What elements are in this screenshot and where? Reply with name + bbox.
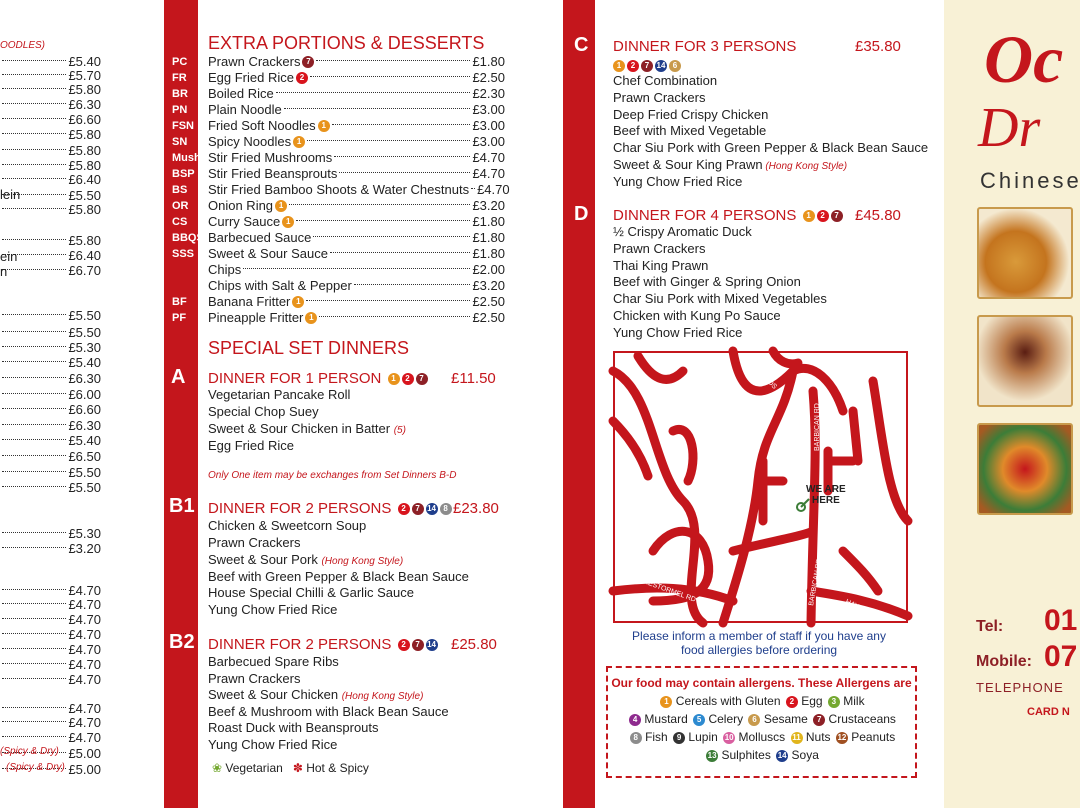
left-menu-row: [0, 387, 101, 403]
price: £4.70: [68, 672, 101, 687]
left-menu-row: [0, 480, 101, 496]
set-menu-item: Thai King Prawn: [613, 257, 709, 273]
dietary-legend: ❀ Vegetarian ✽ Hot & Spicy: [212, 761, 369, 775]
item-code: CS: [172, 216, 188, 228]
price: £5.40: [68, 355, 101, 370]
price: £5.50: [68, 325, 101, 340]
price: £6.40: [68, 172, 101, 187]
leader-dots: [332, 124, 471, 125]
item-name: Pineapple Fritter: [208, 310, 304, 325]
item-price: £3.20: [472, 278, 505, 293]
leader-dots: [306, 300, 470, 301]
set-a-price: £11.50: [451, 370, 496, 387]
price: £5.80: [68, 143, 101, 158]
leader-dots: [2, 648, 66, 649]
left-menu-row: [0, 418, 101, 434]
leader-dots: [2, 532, 66, 533]
left-menu-row: [0, 202, 101, 218]
allergen-badge: 7: [302, 56, 314, 68]
price: £5.00: [68, 762, 101, 777]
extra-item-row: [208, 118, 505, 134]
left-menu-row: [0, 308, 101, 324]
extra-item-row: [208, 230, 505, 246]
set-c-letter: C: [574, 34, 589, 56]
item-code: BSP: [172, 168, 195, 180]
item-code: FSN: [172, 120, 194, 132]
set-b1-price: £23.80: [453, 500, 499, 517]
vegetarian-icon: ❀: [212, 761, 223, 775]
price: £5.80: [68, 202, 101, 217]
item-name: Stir Fried Mushrooms: [208, 150, 333, 165]
set-menu-item: Sweet & Sour King Prawn (Hong Kong Style): [613, 157, 848, 172]
item-price: £4.70: [472, 166, 505, 181]
left-menu-row: [0, 233, 101, 249]
price: £4.70: [68, 715, 101, 730]
leader-dots: [2, 118, 66, 119]
leader-dots: [2, 736, 66, 737]
left-menu-row: [0, 730, 101, 746]
set-menu-item: ½ Crispy Aromatic Duck: [613, 224, 752, 239]
leader-dots: [284, 108, 471, 109]
brand-name-line2: Dr: [978, 97, 1041, 159]
leader-dots: [2, 164, 66, 165]
card-text: CARD N: [1027, 706, 1070, 718]
set-b2-item: Sweet & Sour Chicken (Hong Kong Style): [208, 687, 424, 702]
item-price: £2.50: [472, 310, 505, 325]
allergen-row: 8 Fish 9 Lupin 10 Molluscs 11 Nuts 12 Peanuts: [608, 730, 915, 744]
set-a-item: Vegetarian Pancake Roll: [208, 387, 351, 402]
set-menu-item: Yung Chow Fried Rice: [613, 173, 743, 189]
item-price: £4.70: [477, 182, 510, 197]
allergen-badge: 1: [292, 296, 304, 308]
leader-dots: [2, 239, 66, 240]
set-menu-item: Chef Combination: [613, 73, 718, 88]
set-c-price: £35.80: [855, 38, 901, 55]
leader-dots: [2, 74, 66, 75]
allergen-badge: 2: [296, 72, 308, 84]
set-b1-title: DINNER FOR 2 PERSONS 2 7 14 8: [208, 500, 452, 517]
leader-dots: [2, 393, 66, 394]
price: £5.80: [68, 82, 101, 97]
leader-dots: [2, 103, 66, 104]
allergen-badge: 1: [293, 136, 305, 148]
leader-dots: [2, 361, 66, 362]
set-b1-item: Beef with Green Pepper & Black Bean Sauce: [208, 569, 469, 584]
price: £5.80: [68, 158, 101, 173]
item-name: Sweet & Sour Sauce: [208, 246, 328, 261]
leader-dots: [2, 721, 66, 722]
brand-name-line1: Oc: [984, 21, 1064, 97]
leader-dots: [2, 60, 66, 61]
price: £4.70: [68, 612, 101, 627]
allergen-title: Our food may contain allergens. These Allergens are: [611, 676, 912, 690]
item-code: BF: [172, 296, 187, 308]
map-road-label: HAY LN: [844, 598, 870, 616]
leader-dots: [2, 455, 66, 456]
set-b2-item: Barbecued Spare Ribs: [208, 654, 339, 669]
leader-dots: [2, 678, 66, 679]
set-b1-item: House Special Chilli & Garlic Sauce: [208, 585, 414, 600]
leader-dots: [2, 377, 66, 378]
set-menu-item: Beef with Mixed Vegetable: [613, 123, 767, 139]
item-price: £1.80: [472, 54, 505, 69]
set-c-title: DINNER FOR 3 PERSONS: [613, 38, 797, 55]
left-menu-row: [0, 325, 101, 341]
left-menu-row: [0, 715, 101, 731]
left-menu-row: [0, 449, 101, 465]
price: £5.70: [68, 68, 101, 83]
price: £5.50: [68, 188, 101, 203]
leader-dots: [2, 178, 66, 179]
price: £6.70: [68, 263, 101, 278]
item-price: £1.80: [472, 230, 505, 245]
allergen-badge: 1: [275, 200, 287, 212]
left-fragment-spicy2: (Spicy & Dry): [6, 762, 65, 773]
left-fragment-lein: lein: [0, 187, 21, 202]
map-svg: [613, 351, 908, 623]
leader-dots: [2, 408, 66, 409]
set-b2-title: DINNER FOR 2 PERSONS 2 7 14: [208, 636, 436, 653]
set-b2-item: Roast Duck with Beansprouts: [208, 720, 379, 735]
price: £5.30: [68, 526, 101, 541]
item-code: FR: [172, 72, 187, 84]
left-fragment-n: n: [0, 264, 8, 279]
left-menu-row: [0, 657, 101, 673]
item-price: £1.80: [472, 214, 505, 229]
left-menu-row: [0, 433, 101, 449]
price: £4.70: [68, 730, 101, 745]
tel-label: Tel:: [976, 618, 1004, 635]
leader-dots: [2, 603, 66, 604]
item-code: Mush: [172, 152, 201, 164]
item-name: Banana Fritter: [208, 294, 291, 309]
set-menu-item: Chicken with Kung Po Sauce: [613, 308, 781, 323]
map-road-label: RESTORMEL RD: [642, 578, 697, 604]
price: £5.80: [68, 127, 101, 142]
set-menu-item: Prawn Crackers: [613, 89, 706, 105]
price: £6.30: [68, 371, 101, 386]
extra-item-row: [208, 246, 505, 262]
here-label: HERE: [812, 495, 840, 506]
map-road-label: FAIRFIELDS: [744, 357, 778, 391]
leader-dots: [354, 284, 471, 285]
item-price: £2.30: [472, 86, 505, 101]
location-map[interactable]: [613, 351, 908, 623]
extra-item-row: [208, 70, 505, 86]
extra-item-row: [208, 278, 505, 294]
left-fragment-ein: ein: [0, 249, 18, 264]
left-menu-row: [0, 597, 101, 613]
left-menu-row: [0, 612, 101, 628]
extra-item-row: [208, 198, 505, 214]
price: £5.40: [68, 433, 101, 448]
mobile-label: Mobile:: [976, 653, 1032, 670]
extra-item-row: [208, 310, 505, 326]
left-menu-row: [0, 526, 101, 542]
set-c-allergens: 1 2 7 14 6: [611, 57, 681, 75]
item-price: £4.70: [472, 150, 505, 165]
leader-dots: [2, 589, 66, 590]
item-name: Fried Soft Noodles: [208, 118, 316, 133]
leader-dots: [2, 314, 66, 315]
left-menu-row: [0, 112, 101, 128]
leader-dots: [2, 133, 66, 134]
left-menu-row: [0, 340, 101, 356]
set-b1-item: Chicken & Sweetcorn Soup: [208, 518, 367, 533]
leader-dots: [339, 172, 470, 173]
leader-dots: [2, 618, 66, 619]
allergen-badge: 1: [305, 312, 317, 324]
item-name: Stir Fried Bamboo Shoots & Water Chestnuts: [208, 182, 470, 197]
item-price: £2.50: [472, 70, 505, 85]
left-menu-row: [0, 672, 101, 688]
left-menu-row: [0, 627, 101, 643]
extra-item-row: [208, 54, 505, 70]
item-price: £1.80: [472, 246, 505, 261]
set-b1-item: Prawn Crackers: [208, 535, 301, 550]
map-road-label: BARBICAN RD: [814, 403, 821, 451]
leader-dots: [334, 156, 470, 157]
price: £6.60: [68, 112, 101, 127]
left-menu-row: [0, 172, 101, 188]
item-price: £3.20: [472, 198, 505, 213]
set-b1-item: Yung Chow Fried Rice: [208, 602, 338, 617]
item-price: £2.50: [472, 294, 505, 309]
leader-dots: [276, 92, 471, 93]
price: £5.50: [68, 308, 101, 323]
price: £6.30: [68, 97, 101, 112]
left-fragment-spicy1: (Spicy & Dry): [0, 746, 59, 757]
set-b2-item: Yung Chow Fried Rice: [208, 737, 338, 752]
price: £6.00: [68, 387, 101, 402]
item-name: Boiled Rice: [208, 86, 274, 101]
price: £6.40: [68, 248, 101, 263]
allergen-box: [606, 666, 917, 778]
allergen-row: 4 Mustard 5 Celery 6 Sesame 7 Crustaceans: [608, 712, 915, 726]
set-b2-item: Prawn Crackers: [208, 671, 301, 686]
item-code: BS: [172, 184, 188, 196]
set-menu-item: Prawn Crackers: [613, 240, 706, 256]
left-menu-row: [0, 465, 101, 481]
leader-dots: [243, 268, 470, 269]
price: £5.50: [68, 465, 101, 480]
leader-dots: [316, 60, 470, 61]
left-menu-row: [0, 143, 101, 159]
set-menu-item: Char Siu Pork with Green Pepper & Black Bean Sauce: [613, 140, 929, 156]
chilli-icon: ✽: [292, 761, 303, 775]
left-menu-row: [0, 97, 101, 113]
extra-item-row: [208, 86, 505, 102]
item-name: Onion Ring: [208, 198, 274, 213]
item-code: SSS: [172, 248, 195, 260]
item-name: Plain Noodle: [208, 102, 282, 117]
extra-item-row: [208, 166, 505, 182]
set-d-title: DINNER FOR 4 PERSONS 1 2 7: [613, 207, 843, 224]
item-code: OR: [172, 200, 189, 212]
item-price: £3.00: [472, 102, 505, 117]
set-b1-item: Sweet & Sour Pork (Hong Kong Style): [208, 552, 404, 567]
allergen-badge: 1: [282, 216, 294, 228]
leader-dots: [313, 236, 470, 237]
price: £6.30: [68, 418, 101, 433]
set-menu-item: Beef with Ginger & Spring Onion: [613, 274, 801, 290]
left-menu-row: [0, 371, 101, 387]
price: £6.50: [68, 449, 101, 464]
price: £5.00: [68, 746, 101, 761]
price: £6.60: [68, 402, 101, 417]
price: £3.20: [68, 541, 101, 556]
price: £5.80: [68, 233, 101, 248]
leader-dots: [2, 88, 66, 89]
price: £4.70: [68, 627, 101, 642]
item-code: PN: [172, 104, 188, 116]
allergy-info: Please inform a member of staff if you have any food allergies before ordering: [632, 629, 886, 657]
leader-dots: [2, 346, 66, 347]
leader-dots: [2, 633, 66, 634]
price: £4.70: [68, 583, 101, 598]
price: £5.40: [68, 54, 101, 69]
item-name: Barbecued Sauce: [208, 230, 312, 245]
item-price: £3.00: [472, 134, 505, 149]
leader-dots: [296, 220, 470, 221]
item-price: £3.00: [472, 118, 505, 133]
price: £4.70: [68, 642, 101, 657]
leader-dots: [2, 269, 66, 270]
item-name: Chips: [208, 262, 242, 277]
leader-dots: [2, 471, 66, 472]
leader-dots: [307, 140, 470, 141]
we-are-label: WE ARE: [806, 484, 846, 495]
extra-item-row: [208, 102, 505, 118]
set-b2-price: £25.80: [451, 636, 497, 653]
set-b1-letter: B1: [169, 495, 195, 517]
item-code: PC: [172, 56, 188, 68]
leader-dots: [2, 707, 66, 708]
left-column: [0, 0, 158, 808]
allergen-row: 1 Cereals with Gluten 2 Egg 3 Milk: [608, 694, 915, 708]
extra-item-row: [208, 150, 505, 166]
leader-dots: [330, 252, 470, 253]
allergen-row: 13 Sulphites 14 Soya: [707, 748, 819, 762]
left-menu-row: [0, 355, 101, 371]
telephone-text: TELEPHONE: [976, 680, 1064, 695]
price: £5.50: [68, 480, 101, 495]
extra-item-row: [208, 182, 510, 198]
leader-dots: [471, 188, 475, 189]
leader-dots: [2, 439, 66, 440]
exchange-note: Only One item may be exchanges from Set Dinners B-D: [208, 470, 457, 481]
leader-dots: [2, 424, 66, 425]
leader-dots: [310, 76, 470, 77]
leader-dots: [319, 316, 470, 317]
map-road-label: BARBICAN RD: [808, 558, 824, 607]
item-name: Chips with Salt & Pepper: [208, 278, 352, 293]
leader-dots: [2, 208, 66, 209]
left-menu-row: [0, 82, 101, 98]
brand-subtitle: Chinese: [980, 168, 1082, 193]
left-menu-row: [0, 642, 101, 658]
set-b2-letter: B2: [169, 631, 195, 653]
left-menu-row: [0, 127, 101, 143]
left-heading-fragment: OODLES): [0, 40, 46, 51]
item-code: SN: [172, 136, 188, 148]
red-divider-middle-white-gap: [595, 0, 601, 808]
price: £4.70: [68, 597, 101, 612]
left-menu-row: [0, 263, 101, 279]
map-road-label: BODINGAN RD: [716, 491, 732, 542]
map-road-label: NEW VIEW: [626, 512, 651, 547]
mobile-number: 07: [1044, 640, 1078, 673]
set-dinners-title: SPECIAL SET DINNERS: [208, 338, 410, 358]
item-name: Spicy Noodles: [208, 134, 292, 149]
set-d-letter: D: [574, 203, 589, 225]
set-menu-item: Yung Chow Fried Rice: [613, 324, 743, 340]
set-d-price: £45.80: [855, 207, 901, 224]
price: £5.30: [68, 340, 101, 355]
extra-item-row: [208, 262, 505, 278]
stir-fry-photo: [977, 423, 1073, 515]
allergen-badge: 1: [318, 120, 330, 132]
extra-portions-title: EXTRA PORTIONS & DESSERTS: [208, 33, 485, 53]
item-name: Stir Fried Beansprouts: [208, 166, 338, 181]
set-a-item: Special Chop Suey: [208, 404, 319, 419]
left-menu-row: [0, 402, 101, 418]
item-code: PF: [172, 312, 187, 324]
red-divider-left-white-gap: [158, 0, 164, 808]
leader-dots: [2, 486, 66, 487]
set-menu-item: Deep Fried Crispy Chicken: [613, 106, 769, 122]
set-a-item: Egg Fried Rice: [208, 438, 294, 453]
price: £4.70: [68, 701, 101, 716]
set-a-title: DINNER FOR 1 PERSON 1 2 7: [208, 370, 428, 387]
leader-dots: [2, 663, 66, 664]
item-price: £2.00: [472, 262, 505, 277]
left-menu-row: [0, 541, 101, 557]
leader-dots: [289, 204, 470, 205]
leader-dots: [2, 149, 66, 150]
item-name: Prawn Crackers: [208, 54, 301, 69]
item-name: Curry Sauce: [208, 214, 281, 229]
extra-item-row: [208, 134, 505, 150]
hong-kong-style-note: (Hong Kong Style): [762, 161, 848, 172]
leader-dots: [2, 331, 66, 332]
set-b2-item: Beef & Mushroom with Black Bean Sauce: [208, 704, 449, 719]
price: £4.70: [68, 657, 101, 672]
set-menu-item: Char Siu Pork with Mixed Vegetables: [613, 291, 827, 307]
set-a-item: Sweet & Sour Chicken in Batter (5): [208, 421, 406, 436]
item-code: BBQS: [172, 232, 204, 244]
item-code: BR: [172, 88, 188, 100]
spring-rolls-photo: [977, 207, 1073, 299]
dim-sum-photo: [977, 315, 1073, 407]
tel-number: 01: [1044, 604, 1078, 637]
leader-dots: [2, 547, 66, 548]
item-name: Egg Fried Rice: [208, 70, 294, 85]
extra-item-row: [208, 294, 505, 310]
set-a-letter: A: [171, 366, 186, 388]
extra-item-row: [208, 214, 505, 230]
